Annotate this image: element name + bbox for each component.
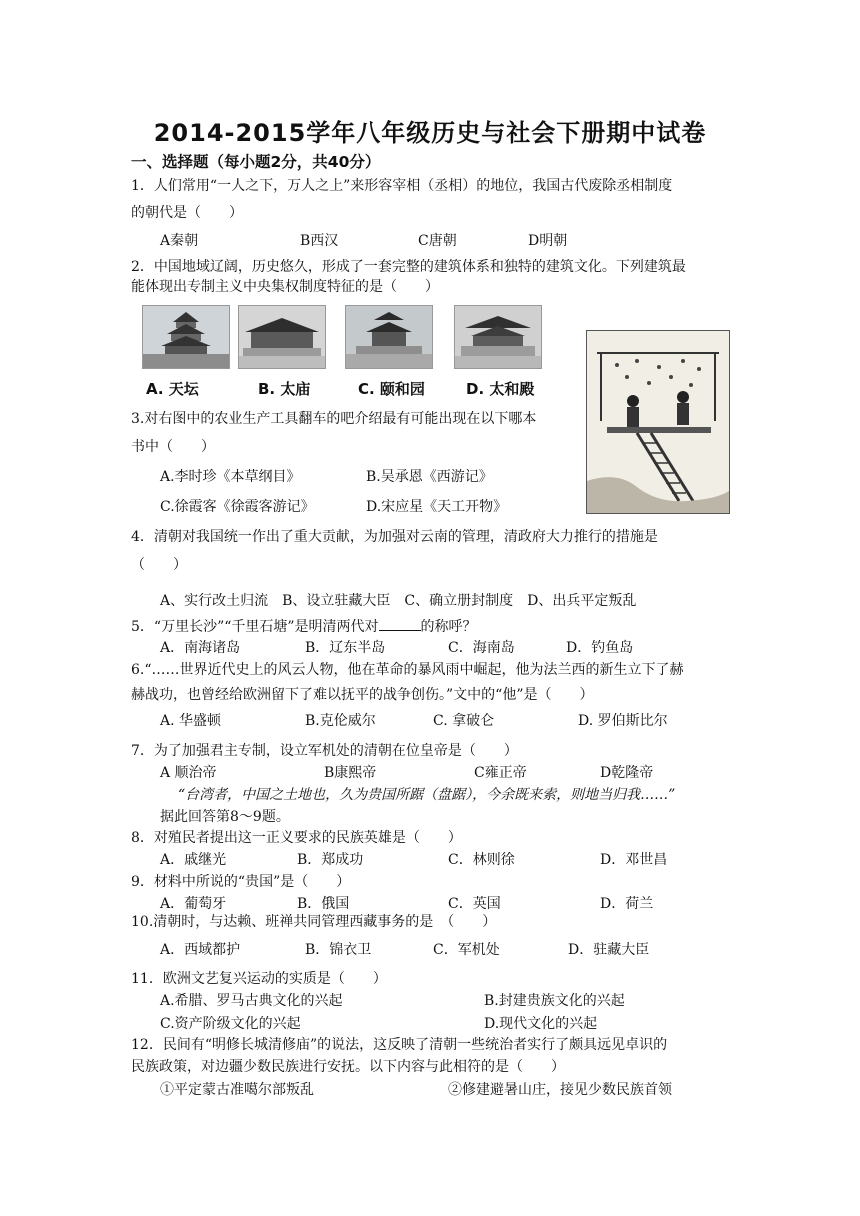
fanche-woodcut-illustration [586,330,730,514]
q5-text-post: 的称呼？ [420,619,477,635]
q9-option-b: B．俄国 [297,896,350,912]
q11-option-a: A.希腊、罗马古典文化的兴起 [160,993,343,1009]
q7-option-d: D乾隆帝 [600,765,654,781]
q9-text: 9．材料中所说的“贵国”是（ ） [131,874,351,890]
photo-yiheyuan [345,305,433,369]
q10-option-d: D．驻藏大臣 [568,942,650,958]
q1-option-c: C唐朝 [418,233,457,249]
q1-text-line1: 1．人们常用“一人之下，万人之上”来形容宰相（丞相）的地位，我国古代废除丞相制度 [131,178,673,194]
q8-option-d: D．邓世昌 [600,852,668,868]
q7-text: 7．为了加强君主专制，设立军机处的清朝在位皇帝是（ ） [131,743,518,759]
q5-option-c: C．海南岛 [448,640,515,656]
q5-option-a: A．南海诸岛 [160,640,241,656]
caption-a: A. 天坛 [146,380,199,398]
q6-option-c: C. 拿破仑 [433,713,495,729]
q6-option-a: A. 华盛顿 [160,713,222,729]
q1-text-line2: 的朝代是（ ） [131,205,243,221]
q1-option-d: D明朝 [528,233,568,249]
q7-option-b: B康熙帝 [324,765,377,781]
q3-option-b: B.吴承恩《西游记》 [366,469,493,485]
quote-text: “台湾者，中国之土地也，久为贵国所踞（盘踞），今余既来索，则地当归我……” [178,787,676,803]
q9-option-a: A．葡萄牙 [160,896,227,912]
exam-title: 2014-2015学年八年级历史与社会下册期中试卷 [153,119,707,147]
q3-option-c: C.徐霞客《徐霞客游记》 [160,499,315,515]
caption-c: C. 颐和园 [358,380,425,398]
photo-taihedian [454,305,542,369]
q3-text-line1: 3.对右图中的农业生产工具翻车的吧介绍最有可能出现在以下哪本 [131,411,537,427]
q10-option-a: A．西域都护 [160,942,241,958]
q5-option-b: B．辽东半岛 [305,640,386,656]
section-heading: 一、选择题（每小题2分，共40分） [131,153,381,171]
q6-text-line2: 赫战功，也曾经给欧洲留下了难以抚平的战争创伤。”文中的“他”是（ ） [131,687,594,703]
q8-option-b: B．郑成功 [297,852,364,868]
q1-option-b: B西汉 [300,233,339,249]
q12-option-2: ②修建避暑山庄，接见少数民族首领 [448,1082,672,1098]
q12-text-line1: 12．民间有“明修长城清修庙”的说法，这反映了清朝一些统治者实行了颇具远见卓识的 [131,1037,668,1053]
q3-option-a: A.李时珍《本草纲目》 [160,469,301,485]
q11-option-b: B.封建贵族文化的兴起 [484,993,625,1009]
q6-text-line1: 6.“……世界近代史上的风云人物，他在革命的暴风雨中崛起，他为法兰西的新生立下了赫 [131,662,684,678]
q12-option-1: ①平定蒙古准噶尔部叛乱 [160,1082,314,1098]
q9-option-d: D．荷兰 [600,896,654,912]
q4-text-line2: （ ） [131,557,187,573]
q3-text-line2: 书中（ ） [131,439,215,455]
q7-option-a: A 顺治帝 [160,765,217,781]
q10-option-b: B．锦衣卫 [305,942,372,958]
q6-option-d: D. 罗伯斯比尔 [578,713,668,729]
q11-option-c: C.资产阶级文化的兴起 [160,1016,301,1032]
q8-option-c: C．林则徐 [448,852,515,868]
q4-options: A、实行改土归流 B、设立驻藏大臣 C、确立册封制度 D、出兵平定叛乱 [160,593,637,609]
q5-blank [379,618,421,631]
quote-instruction: 据此回答第8～9题。 [160,809,290,825]
q11-option-d: D.现代文化的兴起 [484,1016,598,1032]
q10-text: 10.清朝时，与达赖、班禅共同管理西藏事务的是 （ ） [131,914,497,930]
q10-option-c: C．军机处 [433,942,500,958]
q2-text-line2: 能体现出专制主义中央集权制度特征的是（ ） [131,279,439,295]
q3-option-d: D.宋应星《天工开物》 [366,499,508,515]
photo-tiantan [142,305,230,369]
q8-text: 8．对殖民者提出这一正义要求的民族英雄是（ ） [131,830,462,846]
q8-option-a: A．戚继光 [160,852,227,868]
photo-taimiao [238,305,326,369]
q11-text: 11．欧洲文艺复兴运动的实质是（ ） [131,971,387,987]
q5-text [131,616,477,636]
q1-option-a: A秦朝 [160,233,199,249]
caption-d: D. 太和殿 [466,380,535,398]
q9-option-c: C．英国 [448,896,501,912]
q5-text-pre: 5．“万里长沙”“千里石塘”是明清两代对 [131,619,379,635]
caption-b: B. 太庙 [258,380,311,398]
q4-text-line1: 4．清朝对我国统一作出了重大贡献，为加强对云南的管理，清政府大力推行的措施是 [131,529,658,545]
q6-option-b: B.克伦威尔 [305,713,376,729]
q5-option-d: D．钓鱼岛 [566,640,634,656]
q7-option-c: C雍正帝 [474,765,527,781]
q2-text-line1: 2．中国地域辽阔，历史悠久，形成了一套完整的建筑体系和独特的建筑文化。下列建筑最 [131,259,686,275]
q12-text-line2: 民族政策，对边疆少数民族进行安抚。以下内容与此相符的是（ ） [131,1059,565,1075]
